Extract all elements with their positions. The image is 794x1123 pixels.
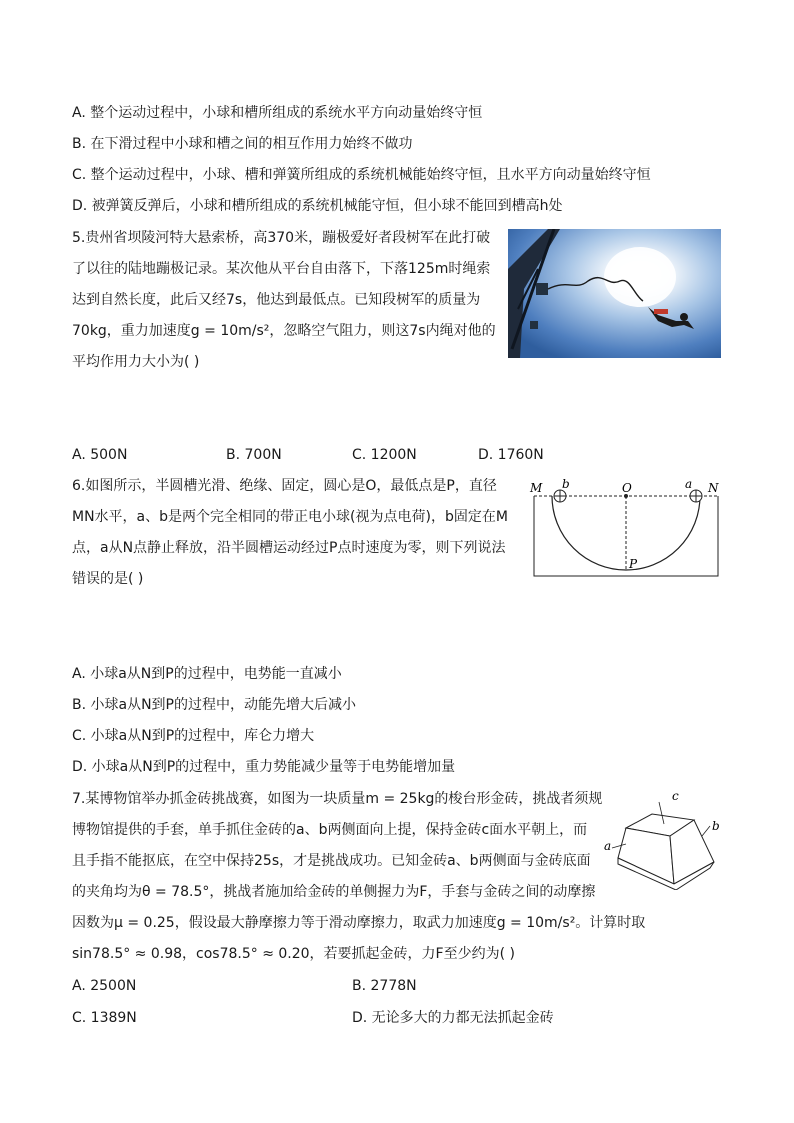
gold-brick-diagram xyxy=(604,786,730,890)
q6-option-c: C. 小球a从N到P的过程中，库仑力增大 xyxy=(72,728,315,744)
q7-line-5: 因数为μ = 0.25，假设最大静摩擦力等于滑动摩擦力，取武力加速度g = 10m/s²。计算时取 xyxy=(72,915,646,931)
q6-line-1: 6.如图所示，半圆槽光滑、绝缘、固定，圆心是O，最低点是P，直径 xyxy=(72,478,497,494)
label-p: P xyxy=(629,557,638,571)
q6-option-b: B. 小球a从N到P的过程中，动能先增大后减小 xyxy=(72,697,356,713)
label-o: O xyxy=(622,481,632,495)
q5-option-a: A. 500N xyxy=(72,447,128,463)
q7-line-1: 7.某博物馆举办抓金砖挑战赛，如图为一块质量m = 25kg的梭台形金砖，挑战者须规 xyxy=(72,791,603,807)
q6-line-3: 点，a从N点静止释放，沿半圆槽运动经过P点时速度为零，则下列说法 xyxy=(72,540,506,556)
q7-option-b: B. 2778N xyxy=(352,978,417,994)
q7-option-a: A. 2500N xyxy=(72,978,137,994)
q4-option-c: C. 整个运动过程中，小球、槽和弹簧所组成的系统机械能始终守恒，且水平方向动量始终守恒 xyxy=(72,167,651,183)
q4-option-d: D. 被弹簧反弹后，小球和槽所组成的系统机械能守恒，但小球不能回到槽高h处 xyxy=(72,198,563,214)
q7-option-d: D. 无论多大的力都无法抓起金砖 xyxy=(352,1010,554,1026)
q5-line-1: 5.贵州省坝陵河特大悬索桥，高370米，蹦极爱好者段树军在此打破 xyxy=(72,230,491,246)
label-b7: b xyxy=(712,819,720,833)
label-a7: a xyxy=(604,839,612,853)
q6-line-4: 错误的是( ) xyxy=(72,571,144,587)
q7-line-4: 的夹角均为θ = 78.5°，挑战者施加给金砖的单侧握力为F，手套与金砖之间的动摩擦 xyxy=(72,884,596,900)
label-n: N xyxy=(708,481,719,495)
q6-option-a: A. 小球a从N到P的过程中，电势能一直减小 xyxy=(72,666,342,682)
label-c: c xyxy=(672,789,679,803)
q4-option-b: B. 在下滑过程中小球和槽之间的相互作用力始终不做功 xyxy=(72,136,413,152)
q6-line-2: MN水平，a、b是两个完全相同的带正电小球(视为点电荷)，b固定在M xyxy=(72,509,508,525)
q5-option-c: C. 1200N xyxy=(352,447,417,463)
q4-option-a: A. 整个运动过程中，小球和槽所组成的系统水平方向动量始终守恒 xyxy=(72,105,483,121)
label-a: a xyxy=(685,478,693,491)
q5-line-4: 70kg，重力加速度g = 10m/s²，忽略空气阻力，则这7s内绳对他的 xyxy=(72,323,496,339)
q5-line-3: 达到自然长度，此后又经7s，他达到最低点。已知段树军的质量为 xyxy=(72,292,481,308)
label-b: b xyxy=(562,478,570,491)
q7-line-3: 且手指不能抠底，在空中保持25s，才是挑战成功。已知金砖a、b两侧面与金砖底面 xyxy=(72,853,591,869)
q7-line-6: sin78.5° ≈ 0.98，cos78.5° ≈ 0.20，若要抓起金砖，力F至少约为( ) xyxy=(72,946,515,962)
q5-line-2: 了以往的陆地蹦极记录。某次他从平台自由落下，下落125m时绳索 xyxy=(72,261,491,277)
semicircle-groove-diagram xyxy=(528,478,728,580)
label-m: M xyxy=(530,481,543,495)
q5-option-b: B. 700N xyxy=(226,447,282,463)
q7-option-c: C. 1389N xyxy=(72,1010,137,1026)
q7-line-2: 博物馆提供的手套，单手抓住金砖的a、b两侧面向上提，保持金砖c面水平朝上，而 xyxy=(72,822,588,838)
q5-option-d: D. 1760N xyxy=(478,447,544,463)
q6-option-d: D. 小球a从N到P的过程中，重力势能减少量等于电势能增加量 xyxy=(72,759,456,775)
q5-line-5: 平均作用力大小为( ) xyxy=(72,354,200,370)
bungee-photo xyxy=(508,229,721,358)
